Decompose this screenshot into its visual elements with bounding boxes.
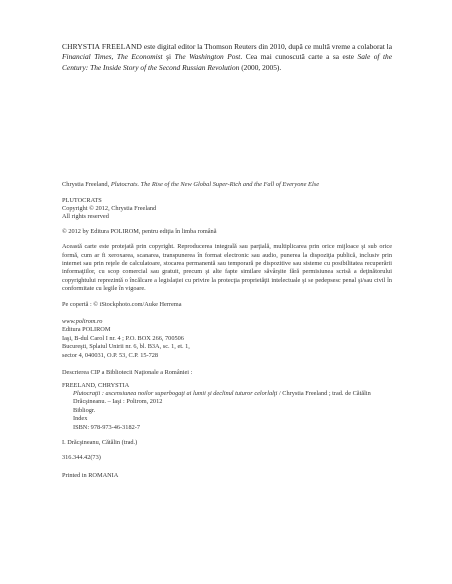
original-edition: [62, 181, 392, 190]
bio-text-1: este digital editor la Thomson Reuters din 2010, după ce multă vreme a colaborat la: [142, 42, 393, 51]
cip-header: Descrierea CIP a Bibliotecii Naţionale a României :: [62, 369, 193, 377]
rights-reserved: All rights reserved: [62, 213, 109, 221]
isbn: ISBN: 978-973-46-3182-7: [73, 423, 140, 431]
author-biography: [62, 42, 392, 73]
original-title-caps: PLUTOCRATS: [62, 196, 102, 204]
cip-title: Plutocraţii : ascensiunea noilor superbogaţi ai lumii şi declinul tuturor celorlalţi: [73, 389, 278, 397]
copyright-line: Copyright © 2012, Chrystia Freeland: [62, 205, 157, 212]
publisher-name: Editura POLIROM: [62, 326, 111, 334]
bio-publication-ft: Financial Times: [62, 52, 112, 62]
cover-credit: Pe copertă : © iStockphoto.com/Auke Herrema: [62, 300, 182, 308]
bio-publication-wapo: The Washington Post: [174, 52, 241, 62]
copyright-section: [62, 181, 392, 480]
legal-notice: Această carte este protejată prin copyright. Reproducerea integrală sau parţială, multiplicarea prin orice mijloace şi sub orice formă, cum ar fi xeroxarea, scanarea, transpunerea în format electronic sau audio, punerea la dispoziţia publică, inclusiv prin internet sau prin reţele de calculatoare, stocarea permanentă sau temporară pe dispozitive sau sisteme cu posibilitatea recuperării informaţiilor, cu scop comercial sau gratuit, precum şi alte fapte similare săvârşite fără permisiunea scrisă a deţinătorului copyrightului reprezintă o încălcare a legislaţiei cu privire la protecţia proprietăţii intelectuale şi se pedepsesc penal şi/sau civil în conformitate cu legile în vigoare.: [62, 243, 392, 293]
cip-bibliography: Bibliogr.: [73, 406, 96, 414]
cip-description: [62, 390, 392, 407]
bio-publication-economist: The Economist: [116, 52, 163, 62]
polirom-rights: © 2012 by Editura POLIROM, pentru ediţia în limba română: [62, 227, 217, 235]
printed-in: Printed in ROMANIA: [62, 471, 119, 479]
author-name: CHRYSTIA FREELAND: [62, 42, 143, 51]
original-title: Plutocrats. The Rise of the New Global Super-Rich and the Fall of Everyone Else: [110, 181, 320, 188]
bio-separator: ,: [111, 52, 117, 62]
address-sector: sector 4, 040031, O.P. 53, C.P. 15-728: [62, 351, 159, 359]
publisher-website[interactable]: www.polirom.ro: [62, 318, 103, 326]
cip-index: Index: [73, 415, 88, 423]
bio-text-3: (2000, 2005).: [239, 62, 282, 72]
bio-book-title: Sale of the Century: The Inside Story of the Second Russian Revolution: [62, 52, 392, 72]
bio-text-2: . Cea mai cunoscută carte a sa este: [240, 52, 358, 62]
bio-conjunction: şi: [162, 52, 175, 62]
cip-author: FREELAND, CHRYSTIA: [62, 381, 130, 389]
address-bucuresti: Bucureşti, Splaiul Unirii nr. 6, bl. B3A, sc. 1, et. 1,: [62, 343, 190, 351]
original-author: Chrystia Freeland,: [62, 181, 111, 188]
udc-code: 316.344.42(73): [62, 454, 101, 462]
translator-entry: I. Drăcşineanu, Cătălin (trad.): [62, 438, 138, 446]
address-iasi: Iaşi, B-dul Carol I nr. 4 ; P.O. BOX 266, 700506: [62, 334, 184, 342]
cip-details: / Chrystia Freeland ; trad. de Cătălin Drăcşineanu. – Iaşi : Polirom, 2012: [73, 389, 371, 406]
